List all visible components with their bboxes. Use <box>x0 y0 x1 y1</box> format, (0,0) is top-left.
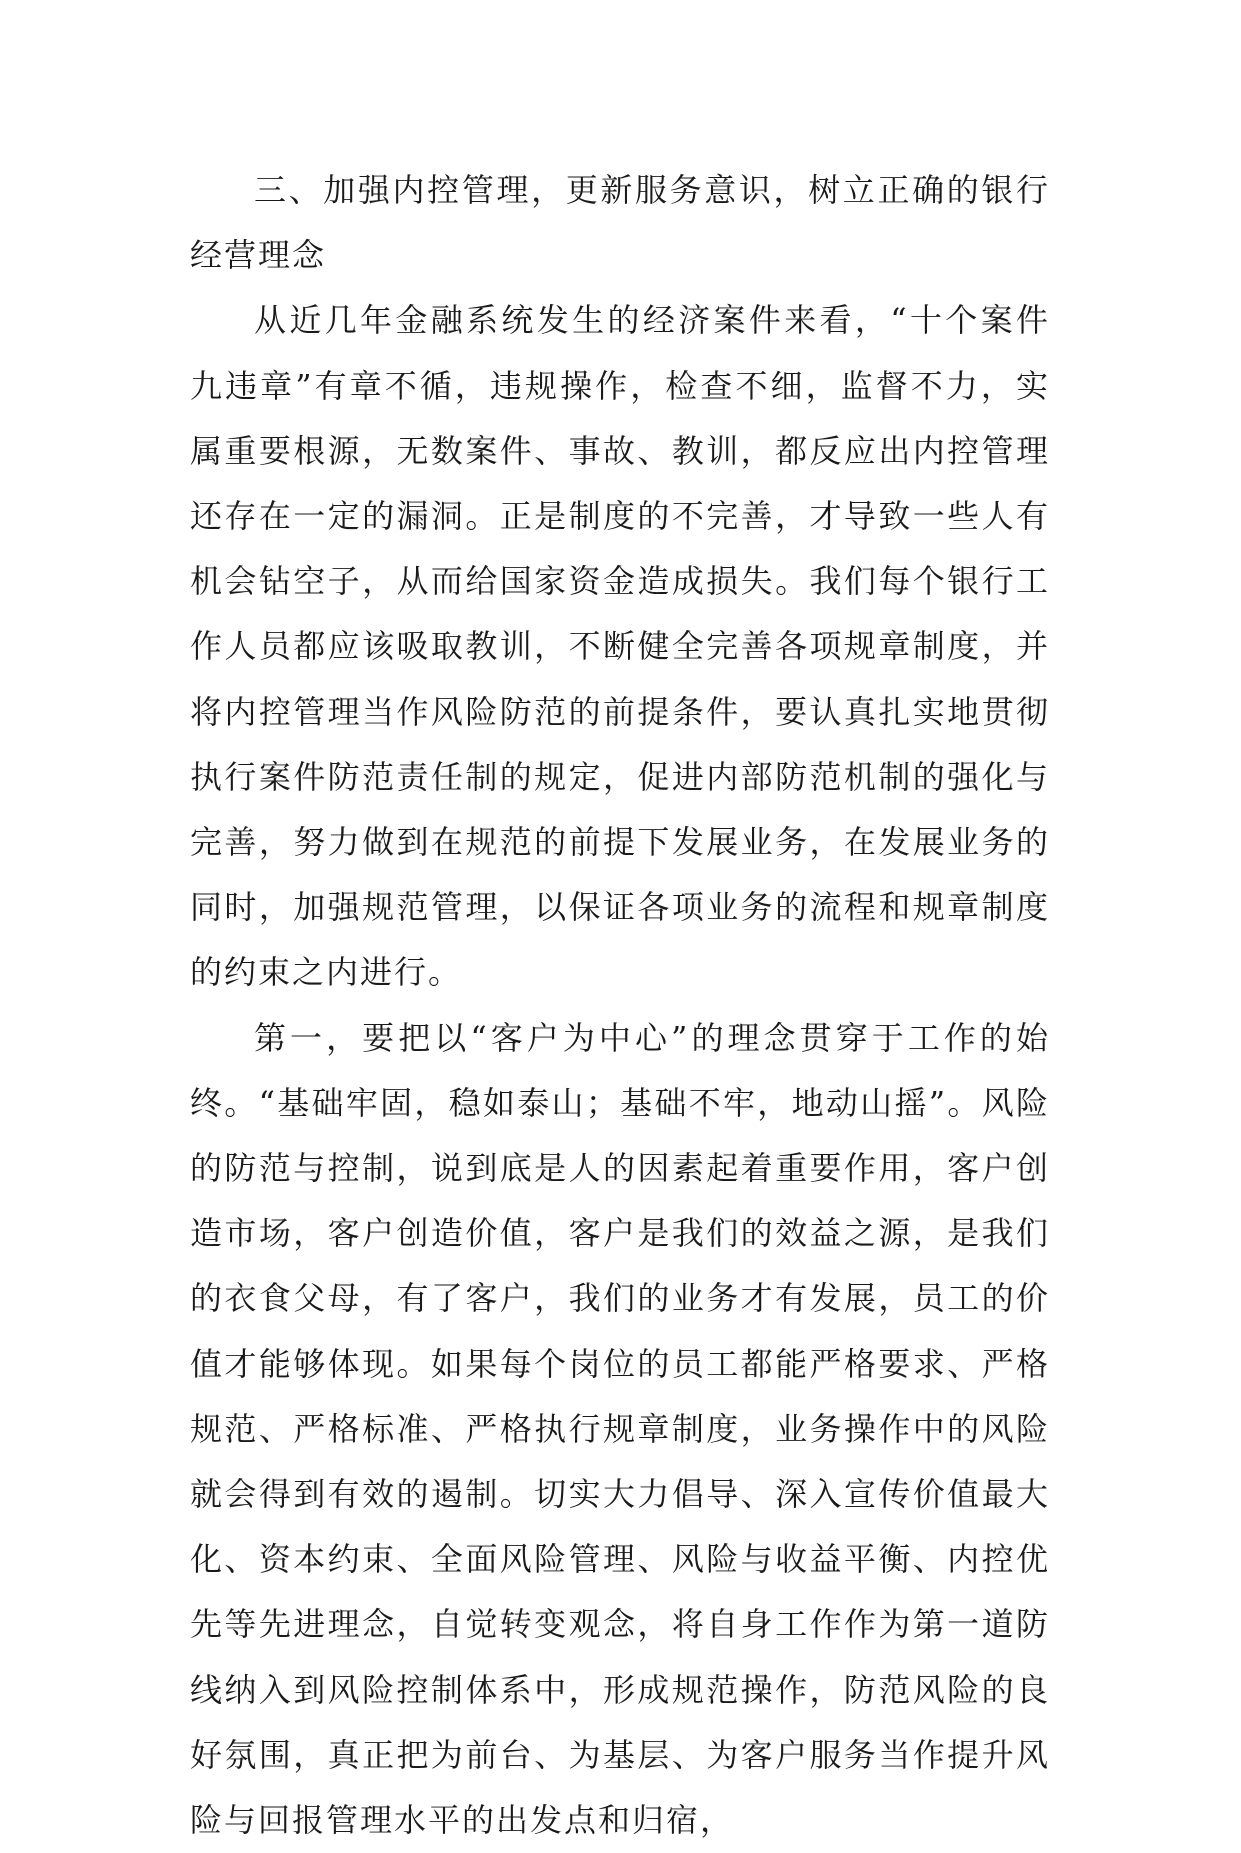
section-heading: 三、加强内控管理，更新服务意识，树立正确的银行经营理念 <box>190 171 1050 275</box>
body-paragraph: 第一，要把以“客户为中心”的理念贯穿于工作的始终。“基础牢固，稳如泰山；基础不牢，地动山摇”。风险的防范与控制，说到底是人的因素起着重要作用，客户创造市场，客户创造价值，客户是我们的效益之源，是我们的衣食父母，有了客户，我们的业务才有发展，员工的价值才能够体现。如果每个岗位的员工都能严格要求、严格规范、严格标准、严格执行规章制度，业务操作中的风险就会得到有效的遏制。切实大力倡导、深入宣传价值最大化、资本约束、全面风险管理、风险与收益平衡、内控优先等先进理念，自觉转变观念，将自身工作作为第一道防线纳入到风险控制体系中，形成规范操作，防范风险的良好氛围，真正把为前台、为基层、为客户服务当作提升风险与回报管理水平的出发点和归宿， <box>190 1018 1050 1840</box>
document-body <box>190 158 1050 1853</box>
body-paragraph: 从近几年金融系统发生的经济案件来看，“十个案件九违章”有章不循，违规操作，检查不细，监督不力，实属重要根源，无数案件、事故、教训，都反应出内控管理还存在一定的漏洞。正是制度的不完善，才导致一些人有机会钻空子，从而给国家资金造成损失。我们每个银行工作人员都应该吸取教训，不断健全完善各项规章制度，并将内控管理当作风险防范的前提条件，要认真扎实地贯彻执行案件防范责任制的规定，促进内部防范机制的强化与完善，努力做到在规范的前提下发展业务，在发展业务的同时，加强规范管理，以保证各项业务的流程和规章制度的约束之内进行。 <box>190 301 1050 992</box>
